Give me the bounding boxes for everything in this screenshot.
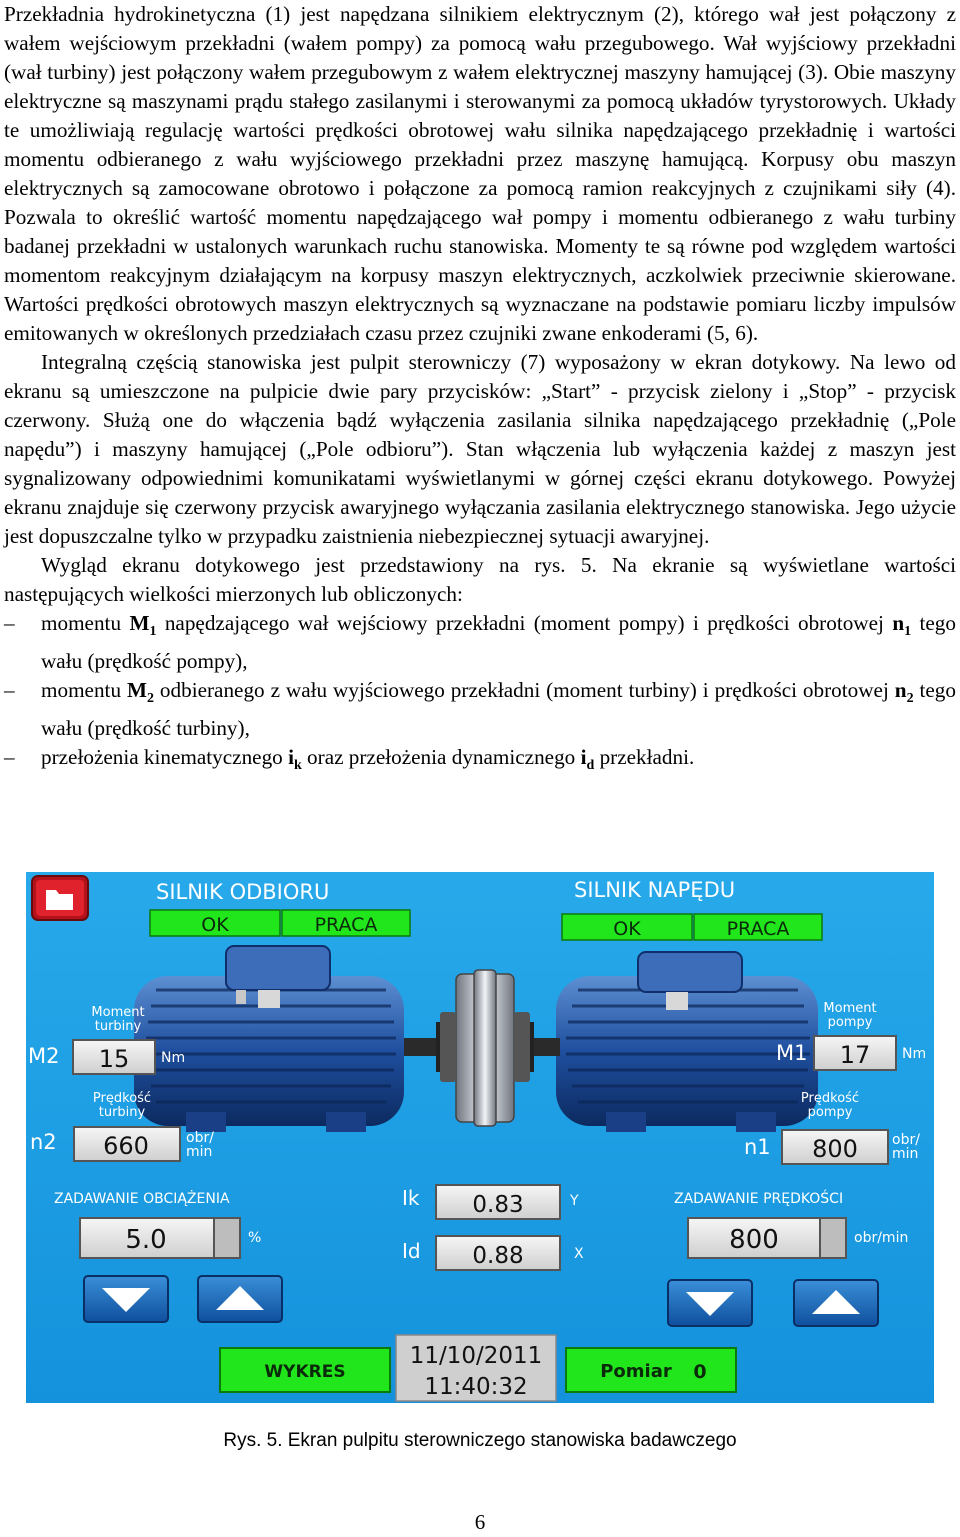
speed-setpoint-title: ZADAWANIE PRĘDKOŚCI [674,1191,844,1207]
list-dash: – [4,611,15,635]
n2-label: n2 [30,1130,57,1154]
m2-label: M2 [28,1044,60,1068]
pomiar-count: 0 [693,1361,707,1383]
n1-unit-1: obr/ [892,1132,920,1148]
list-dash: – [4,678,15,703]
right-praca-status [694,914,822,940]
predkosc-pompy-label-2: pompy [807,1105,853,1120]
pomiar-button[interactable] [566,1348,736,1392]
n2-readout [74,1127,180,1161]
time-text: 11:40:32 [424,1374,528,1400]
speed-setpoint-input[interactable] [688,1218,846,1258]
predkosc-turbiny-label-1: Prędkość [92,1091,152,1106]
n1-label: n1 [744,1135,771,1159]
n2-unit-1: obr/ [186,1130,214,1146]
right-ok-status [562,914,692,940]
date-text: 11/10/2011 [409,1343,543,1369]
svg-text:PRACA: PRACA [314,914,378,936]
m1-readout [814,1036,896,1070]
moment-pompy-label-2: pompy [827,1015,873,1030]
speed-decrease-button[interactable] [668,1280,752,1326]
paragraph-1: Przekładnia hydrokinetyczna (1) jest napędzana silnikiem elektrycznym (2), którego wał jest połączony z wałem wejściowym przekładni (wałem pompy) za pomocą wału przegubowego. Wał wyjściowy przekładni (wał turbiny) jest połączony wałem przegubowym z wałem elektrycznej maszyny hamującej (3). Obie maszyny elektryczne są maszynami prądu stałego zasilanymi i sterowanymi za pomocą układów tyrystorowych. Układy te umożliwiają regulację wartości prędkości obrotowej wału silnika napędzającego przekładnię i wartości momentu odbieranego z wału wyjściowego przekładni przez maszynę hamującą. Korpusy obu maszyn elektrycznych są zamocowane obrotowo i połączone za pomocą ramion reakcyjnych z czujnikami siły (4). Pozwala to określić wartość momentu napędzającego wał pompy i momentu odbieranego z wału turbiny badanej przekładni w ustalonych warunkach ruchu stanowiska. Momenty te są równe pod względem wartości momentom reakcyjnym działającym na korpusy maszyn elektrycznych, aczkolwiek przeciwnie skierowane. Wartości prędkości obrotowych maszyn elektrycznych są wyznaczane na podstawie pomiaru liczby impulsów emitowanych w określonych przedziałach czasu przez czujniki zwane enkoderami (5, 6). [4,2,956,345]
list-item: – momentu $M_2$ odbieranego z wału wyjściowego przekładni (moment turbiny) i prędkości obrotowej $n_2$ tego wału (prędkość turbiny), [4,678,956,740]
svg-text:0.83: 0.83 [472,1192,524,1218]
moment-turbiny-label-1: Moment [91,1005,145,1020]
svg-text:OK: OK [613,918,641,940]
svg-text:15: 15 [98,1045,130,1073]
moment-pompy-label-1: Moment [823,1001,877,1016]
m2-unit: Nm [161,1050,186,1066]
svg-text:800: 800 [812,1135,858,1163]
load-increase-button[interactable] [198,1276,282,1322]
wykres-button[interactable] [220,1348,390,1392]
control-panel-screen [26,872,934,1403]
body-text [4,0,956,781]
load-setpoint-title: ZADAWANIE OBCIĄŻENIA [54,1191,230,1207]
ik-readout [436,1185,560,1219]
paragraph-2: Integralną częścią stanowiska jest pulpit sterowniczy (7) wyposażony w ekran dotykowy. Na lewo od ekranu są umieszczone na pulpicie dwie pary przycisków: „Start” - przycisk zielony i „Stop” - przycisk czerwony. Służą one do włączenia bądź wyłączenia zasilania silnika napędzającego przekładnię („Pole napędu”) i maszyny hamującej („Pole odbioru”). Stan włączenia lub wyłączenia każdej z maszyn jest sygnalizowany odpowiednimi komunikatami wyświetlanymi w górnej części ekranu dotykowego. Powyżej ekranu znajduje się czerwony przycisk awaryjnego wyłączania zasilania elektrycznego stanowiska. Jego użycie jest dopuszczalne tylko w przypadku zaistnienia niebezpiecznej sytuacji awaryjnej. [4,350,956,548]
load-setpoint-input[interactable] [80,1218,240,1258]
m2-readout [73,1040,155,1074]
ik-label: Ik [402,1186,420,1210]
m1-label: M1 [776,1041,808,1065]
svg-text:660: 660 [103,1132,149,1160]
id-label: Id [402,1239,421,1263]
svg-text:WYKRES: WYKRES [264,1362,346,1382]
n2-unit-2: min [186,1144,213,1160]
ik-suffix: Y [570,1193,579,1209]
svg-text:Pomiar: Pomiar [600,1361,672,1382]
id-readout [436,1236,560,1270]
quantity-list [4,609,956,781]
load-unit: % [248,1230,262,1246]
left-praca-status [282,910,410,936]
svg-text:800: 800 [729,1225,779,1255]
svg-text:5.0: 5.0 [125,1225,167,1255]
paragraph-3: Wygląd ekranu dotykowego jest przedstawiony na rys. 5. Na ekranie są wyświetlane wartości następujących wielkości mierzonych lub obliczonych: [4,553,956,606]
predkosc-turbiny-label-2: turbiny [98,1105,146,1120]
speed-increase-button[interactable] [794,1280,878,1326]
n1-unit-2: min [892,1146,919,1162]
speed-unit: obr/min [854,1230,909,1246]
svg-text:OK: OK [201,914,229,936]
predkosc-pompy-label-1: Prędkość [800,1091,860,1106]
svg-text:PRACA: PRACA [726,918,790,940]
m1-unit: Nm [902,1046,927,1062]
page-number: 6 [474,1510,486,1534]
n1-readout [782,1130,888,1164]
load-decrease-button[interactable] [84,1276,168,1322]
list-item: – przełożenia kinematycznego $i_k$ oraz przełożenia dynamicznego $i_d$ przekładni. [4,745,695,774]
left-ok-status [150,910,280,936]
right-motor-title: SILNIK NAPĘDU [574,878,736,902]
id-suffix: X [574,1246,584,1262]
folder-button[interactable] [32,876,88,920]
list-dash: – [4,745,15,770]
moment-turbiny-label-2: turbiny [94,1019,142,1034]
left-motor-title: SILNIK ODBIORU [156,880,330,904]
list-item: – momentu $M_1$ napędzającego wał wejściowy przekładni (moment pompy) i prędkości obrotowej $n_1$ tego wału (prędkość pompy), [4,611,956,673]
figure-caption: Rys. 5. Ekran pulpitu sterowniczego stanowiska badawczego [223,1430,737,1451]
svg-text:17: 17 [839,1041,871,1069]
datetime-display [396,1335,556,1401]
svg-text:0.88: 0.88 [472,1243,524,1269]
